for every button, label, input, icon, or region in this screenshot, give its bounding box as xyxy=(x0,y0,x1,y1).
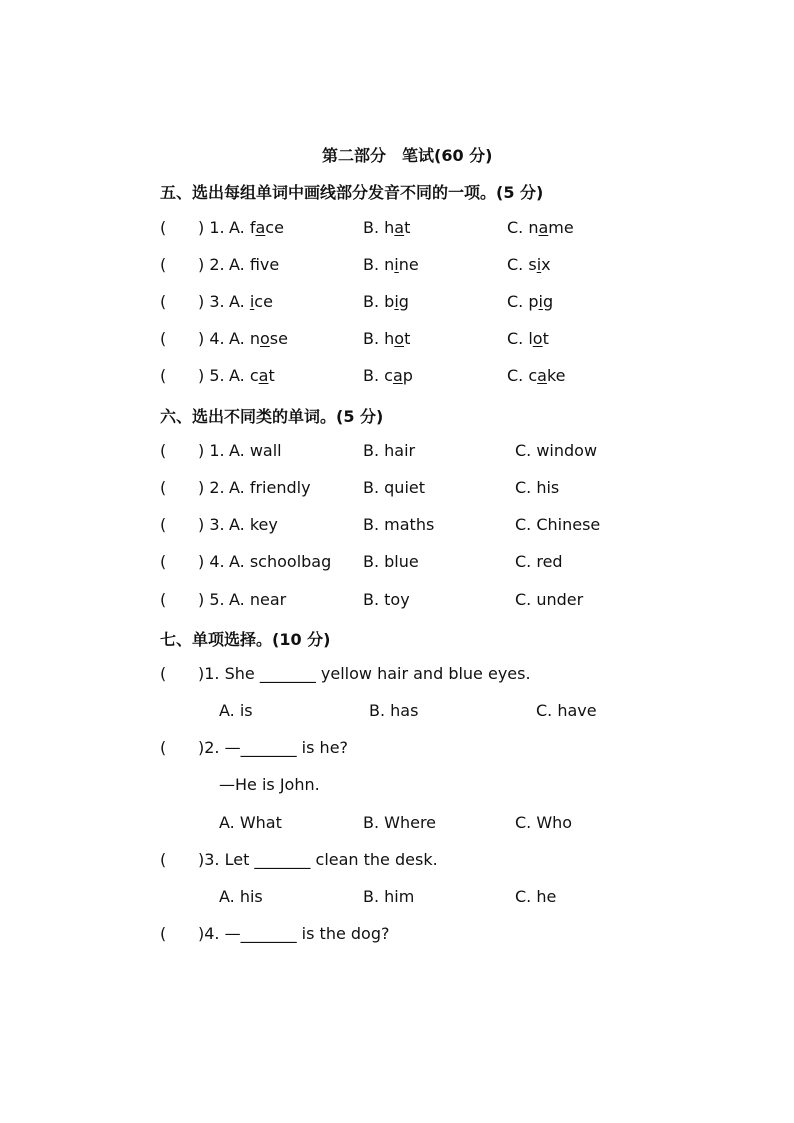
option-c: C. cake xyxy=(507,366,566,385)
option-c: C. pig xyxy=(507,292,554,311)
section-5-heading: 五、选出每组单词中画线部分发音不同的一项。(5 分) xyxy=(160,183,544,202)
question-number: ) 3. xyxy=(198,515,225,534)
dialogue-reply: —He is John. xyxy=(219,775,320,794)
answer-paren-open: ( xyxy=(160,366,167,385)
answer-paren-open: ( xyxy=(160,478,167,497)
option-a: A. nose xyxy=(229,329,288,348)
question-stem: )1. She _______ yellow hair and blue eyes. xyxy=(198,664,531,683)
option-b: B. Where xyxy=(363,813,437,832)
option-c: C. he xyxy=(515,887,557,906)
option-c: C. have xyxy=(536,701,597,720)
question-number: ) 4. xyxy=(198,552,225,571)
answer-paren-open: ( xyxy=(160,255,167,274)
answer-paren-open: ( xyxy=(160,552,167,571)
option-a: A. near xyxy=(229,590,287,609)
question-number: ) 4. xyxy=(198,329,225,348)
option-c: C. his xyxy=(515,478,560,497)
option-c: C. Who xyxy=(515,813,573,832)
option-a: A. his xyxy=(219,887,263,906)
page-title: 第二部分 笔试(60 分) xyxy=(322,146,493,165)
option-a: A. fve xyxy=(229,255,280,274)
option-b: B. maths xyxy=(363,515,435,534)
answer-paren-open: ( xyxy=(160,924,167,943)
answer-paren-open: ( xyxy=(160,664,167,683)
option-b: B. toy xyxy=(363,590,410,609)
question-number: ) 2. xyxy=(198,478,225,497)
option-b: B. has xyxy=(369,701,419,720)
option-c: C. Chinese xyxy=(515,515,601,534)
option-a: A. key xyxy=(229,515,278,534)
option-c: C. lot xyxy=(507,329,549,348)
question-number: ) 2. xyxy=(198,255,225,274)
answer-paren-open: ( xyxy=(160,218,167,237)
option-c: C. name xyxy=(507,218,574,237)
option-b: B. nine xyxy=(363,255,419,274)
option-a: A. friendly xyxy=(229,478,311,497)
option-a: A. cat xyxy=(229,366,275,385)
question-number: ) 5. xyxy=(198,366,225,385)
option-a: A. ice xyxy=(229,292,273,311)
option-b: B. cap xyxy=(363,366,413,385)
section-7-heading: 七、单项选择。(10 分) xyxy=(160,630,331,649)
question-number: ) 5. xyxy=(198,590,225,609)
option-c: C. under xyxy=(515,590,584,609)
answer-paren-open: ( xyxy=(160,329,167,348)
option-b: B. hat xyxy=(363,218,411,237)
answer-paren-open: ( xyxy=(160,515,167,534)
answer-paren-open: ( xyxy=(160,590,167,609)
option-c: C. window xyxy=(515,441,598,460)
option-c: C. six xyxy=(507,255,551,274)
option-a: A. is xyxy=(219,701,253,720)
section-6-heading: 六、选出不同类的单词。(5 分) xyxy=(160,407,384,426)
option-a: A. wall xyxy=(229,441,282,460)
answer-paren-open: ( xyxy=(160,850,167,869)
question-stem: )2. —_______ is he? xyxy=(198,738,349,757)
question-number: ) 1. xyxy=(198,441,225,460)
question-stem: )3. Let _______ clean the desk. xyxy=(198,850,438,869)
answer-paren-open: ( xyxy=(160,292,167,311)
question-number: ) 1. xyxy=(198,218,225,237)
option-b: B. blue xyxy=(363,552,419,571)
option-a: A. What xyxy=(219,813,282,832)
option-b: B. big xyxy=(363,292,409,311)
option-a: A. face xyxy=(229,218,284,237)
question-number: ) 3. xyxy=(198,292,225,311)
question-stem: )4. —_______ is the dog? xyxy=(198,924,390,943)
option-b: B. him xyxy=(363,887,415,906)
option-b: B. hot xyxy=(363,329,411,348)
option-b: B. quiet xyxy=(363,478,426,497)
option-a: A. schoolbag xyxy=(229,552,332,571)
option-c: C. red xyxy=(515,552,563,571)
answer-paren-open: ( xyxy=(160,738,167,757)
option-b: B. hair xyxy=(363,441,416,460)
answer-paren-open: ( xyxy=(160,441,167,460)
